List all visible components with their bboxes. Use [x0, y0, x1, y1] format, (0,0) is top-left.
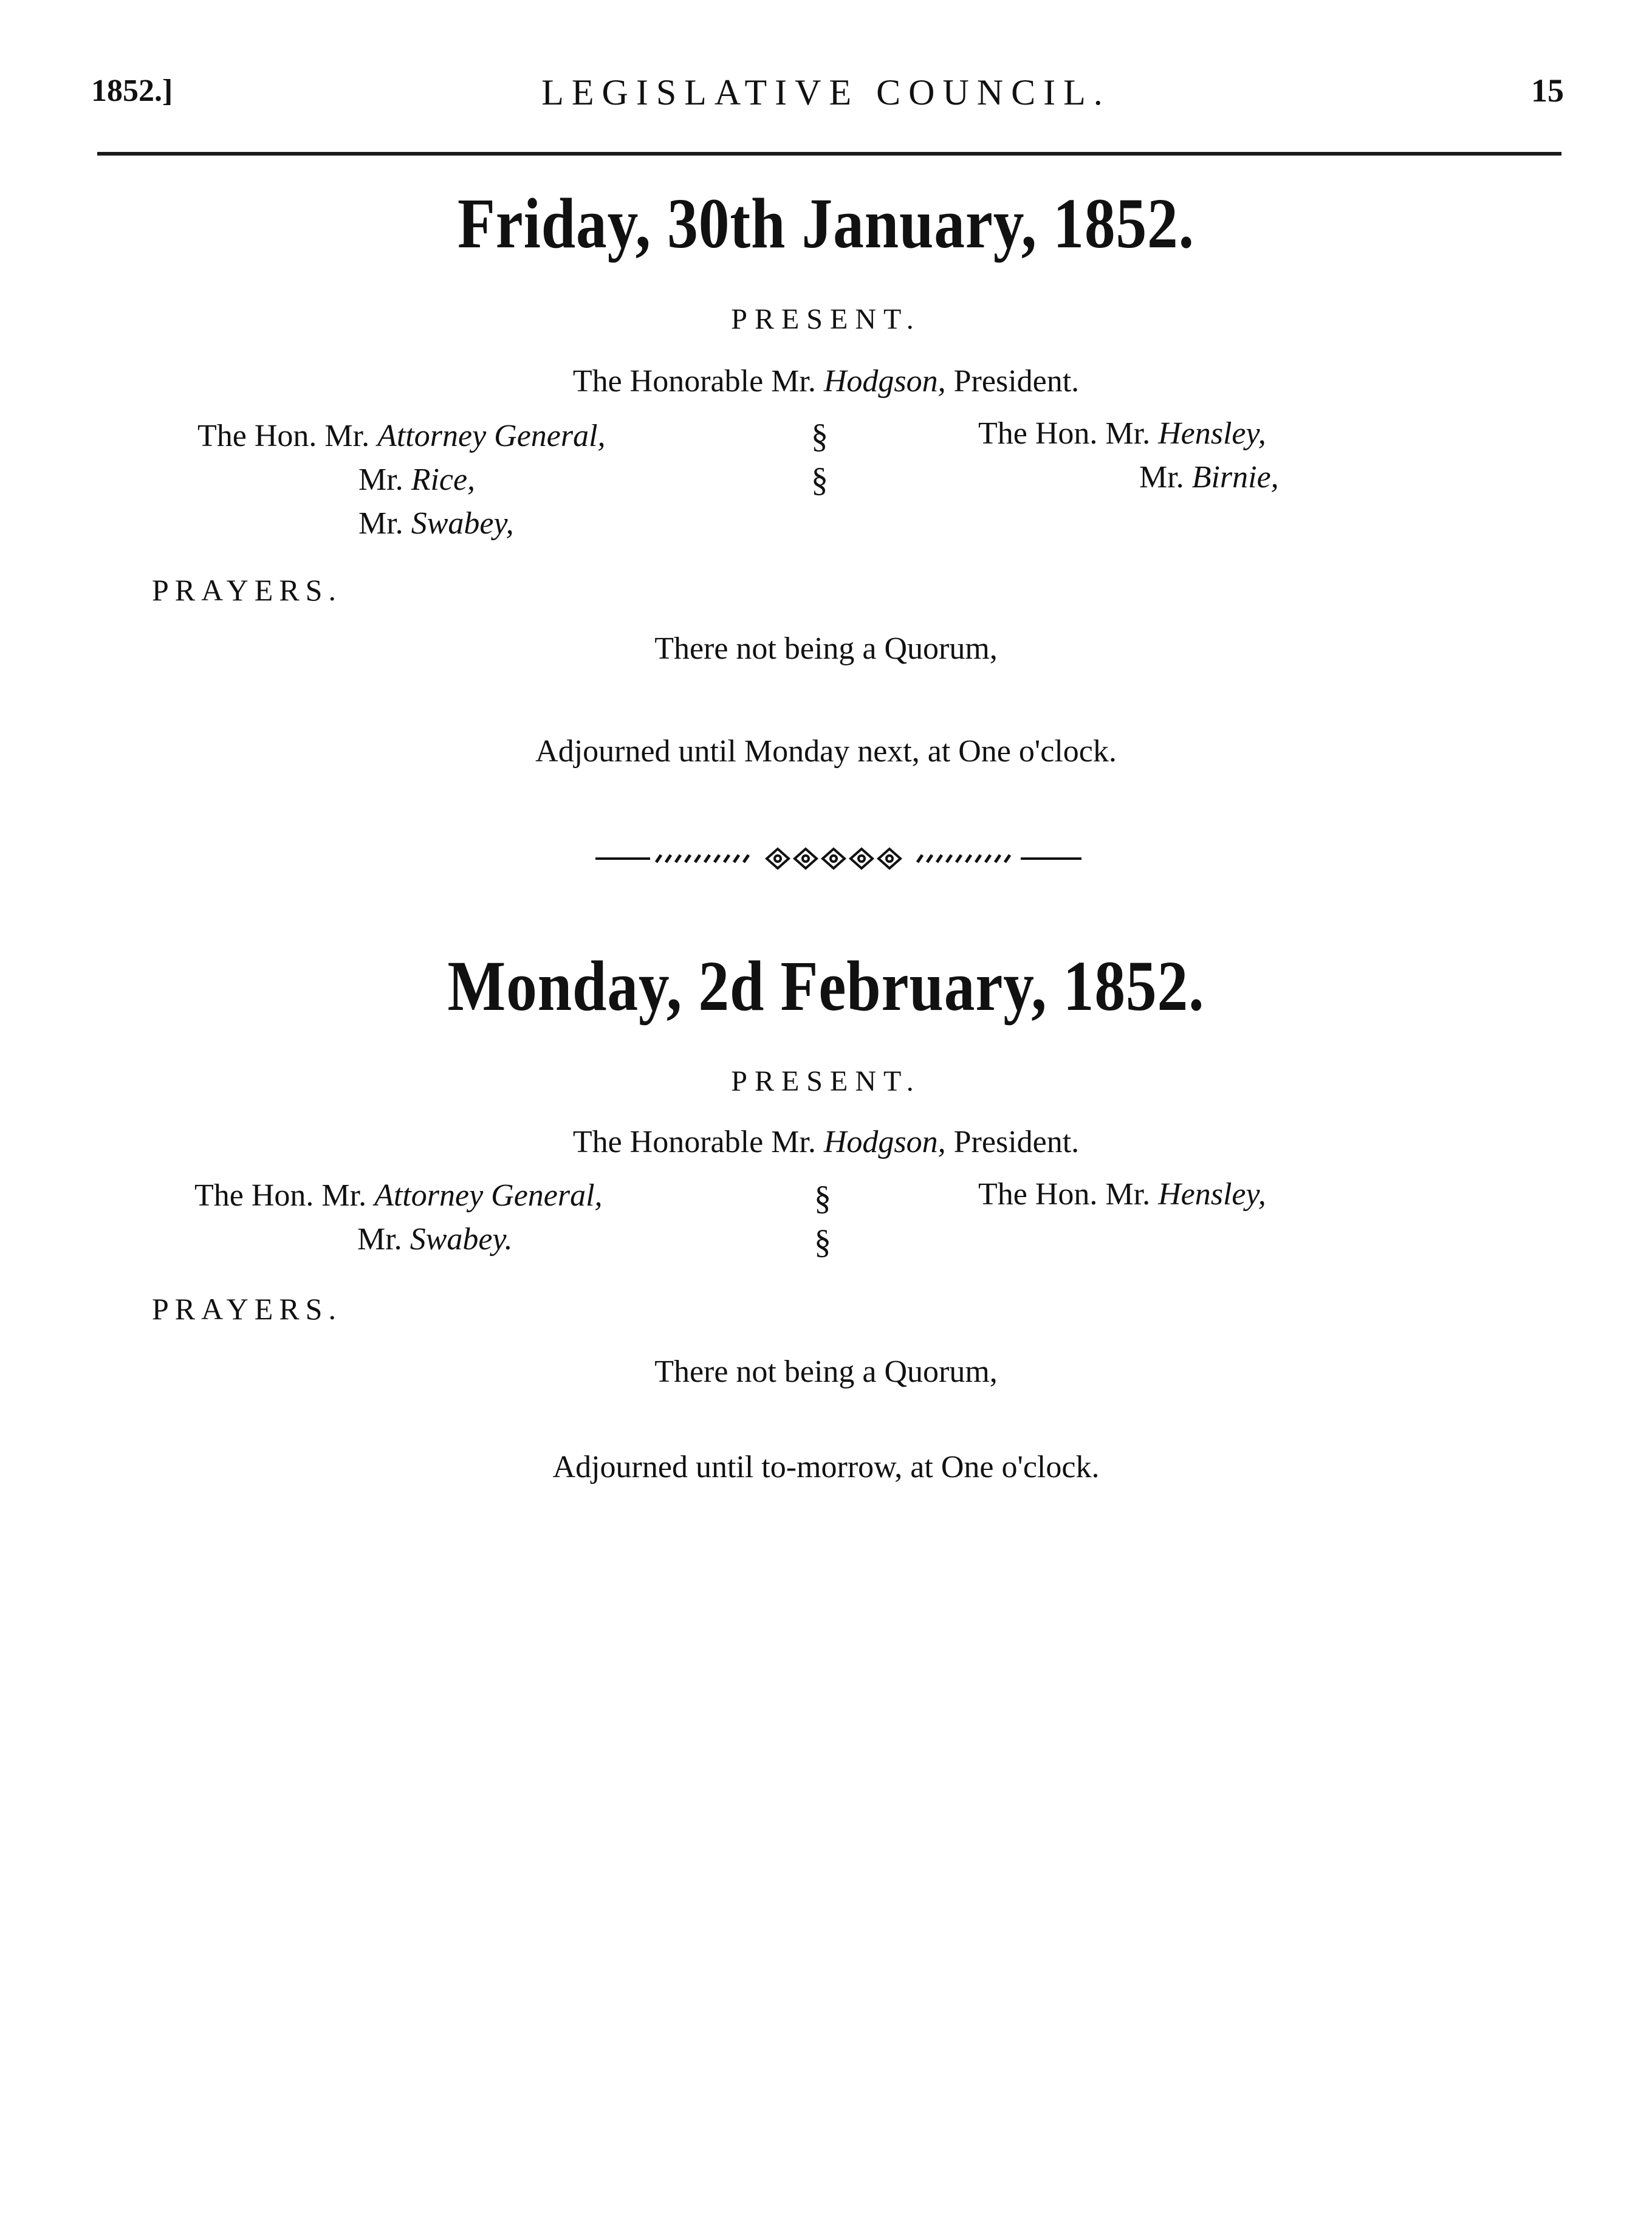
quorum-note: There not being a Quorum,: [654, 1354, 998, 1389]
presiding-name: Hodgson,: [823, 1125, 946, 1159]
member-entry: [358, 462, 475, 498]
member-entry: [197, 418, 606, 454]
member-entry: [358, 506, 514, 541]
prayers-label: PRAYERS.: [152, 573, 342, 607]
presiding-officer-line: [0, 1124, 1652, 1160]
present-label: PRESENT.: [731, 303, 921, 335]
ornamental-divider: [595, 846, 1094, 871]
member-prefix: Mr.: [358, 506, 403, 541]
adjournment-note: Adjourned until Monday next, at One o'clock.: [535, 734, 1117, 769]
member-name: Rice,: [411, 462, 476, 497]
member-name: Swabey.: [410, 1222, 513, 1257]
member-prefix: Mr.: [1139, 460, 1184, 495]
session-date-heading: Friday, 30th January, 1852.: [457, 184, 1194, 263]
presiding-prefix: The Honorable Mr.: [572, 1125, 816, 1159]
member-name: Hensley,: [1158, 416, 1266, 451]
member-prefix: The Hon. Mr.: [194, 1178, 367, 1213]
member-prefix: The Hon. Mr.: [978, 1177, 1151, 1212]
running-head-title: LEGISLATIVE COUNCIL.: [541, 72, 1111, 112]
presiding-role: President.: [953, 364, 1080, 399]
member-entry: [978, 1176, 1266, 1212]
running-head-year: 1852.]: [91, 74, 173, 108]
member-entry: [1139, 459, 1279, 495]
presiding-role: President.: [953, 1125, 1080, 1159]
member-name: Birnie,: [1191, 460, 1279, 495]
member-entry: [357, 1221, 513, 1257]
header-rule: [97, 152, 1561, 156]
member-prefix: Mr.: [358, 462, 403, 497]
section-mark: §: [811, 461, 828, 499]
presiding-officer-line: [0, 363, 1652, 399]
member-prefix: Mr.: [357, 1222, 402, 1257]
presiding-name: Hodgson,: [823, 364, 946, 399]
presiding-prefix: The Honorable Mr.: [572, 364, 816, 399]
session-date-heading: Monday, 2d February, 1852.: [447, 946, 1205, 1026]
section-mark: §: [814, 1179, 831, 1217]
adjournment-note: Adjourned until to-morrow, at One o'clock.: [552, 1450, 1100, 1484]
page-number: 15: [1531, 72, 1564, 109]
prayers-label: PRAYERS.: [152, 1292, 342, 1326]
present-label: PRESENT.: [731, 1065, 921, 1097]
member-name: Attorney General,: [377, 419, 606, 453]
section-mark: §: [814, 1223, 831, 1261]
member-name: Hensley,: [1158, 1177, 1266, 1212]
section-mark: §: [811, 417, 828, 455]
member-name: Attorney General,: [374, 1178, 603, 1213]
member-prefix: The Hon. Mr.: [978, 416, 1151, 451]
member-prefix: The Hon. Mr.: [197, 419, 370, 453]
member-entry: [978, 416, 1266, 451]
member-name: Swabey,: [411, 506, 514, 541]
quorum-note: There not being a Quorum,: [654, 631, 998, 666]
member-entry: [194, 1178, 603, 1213]
